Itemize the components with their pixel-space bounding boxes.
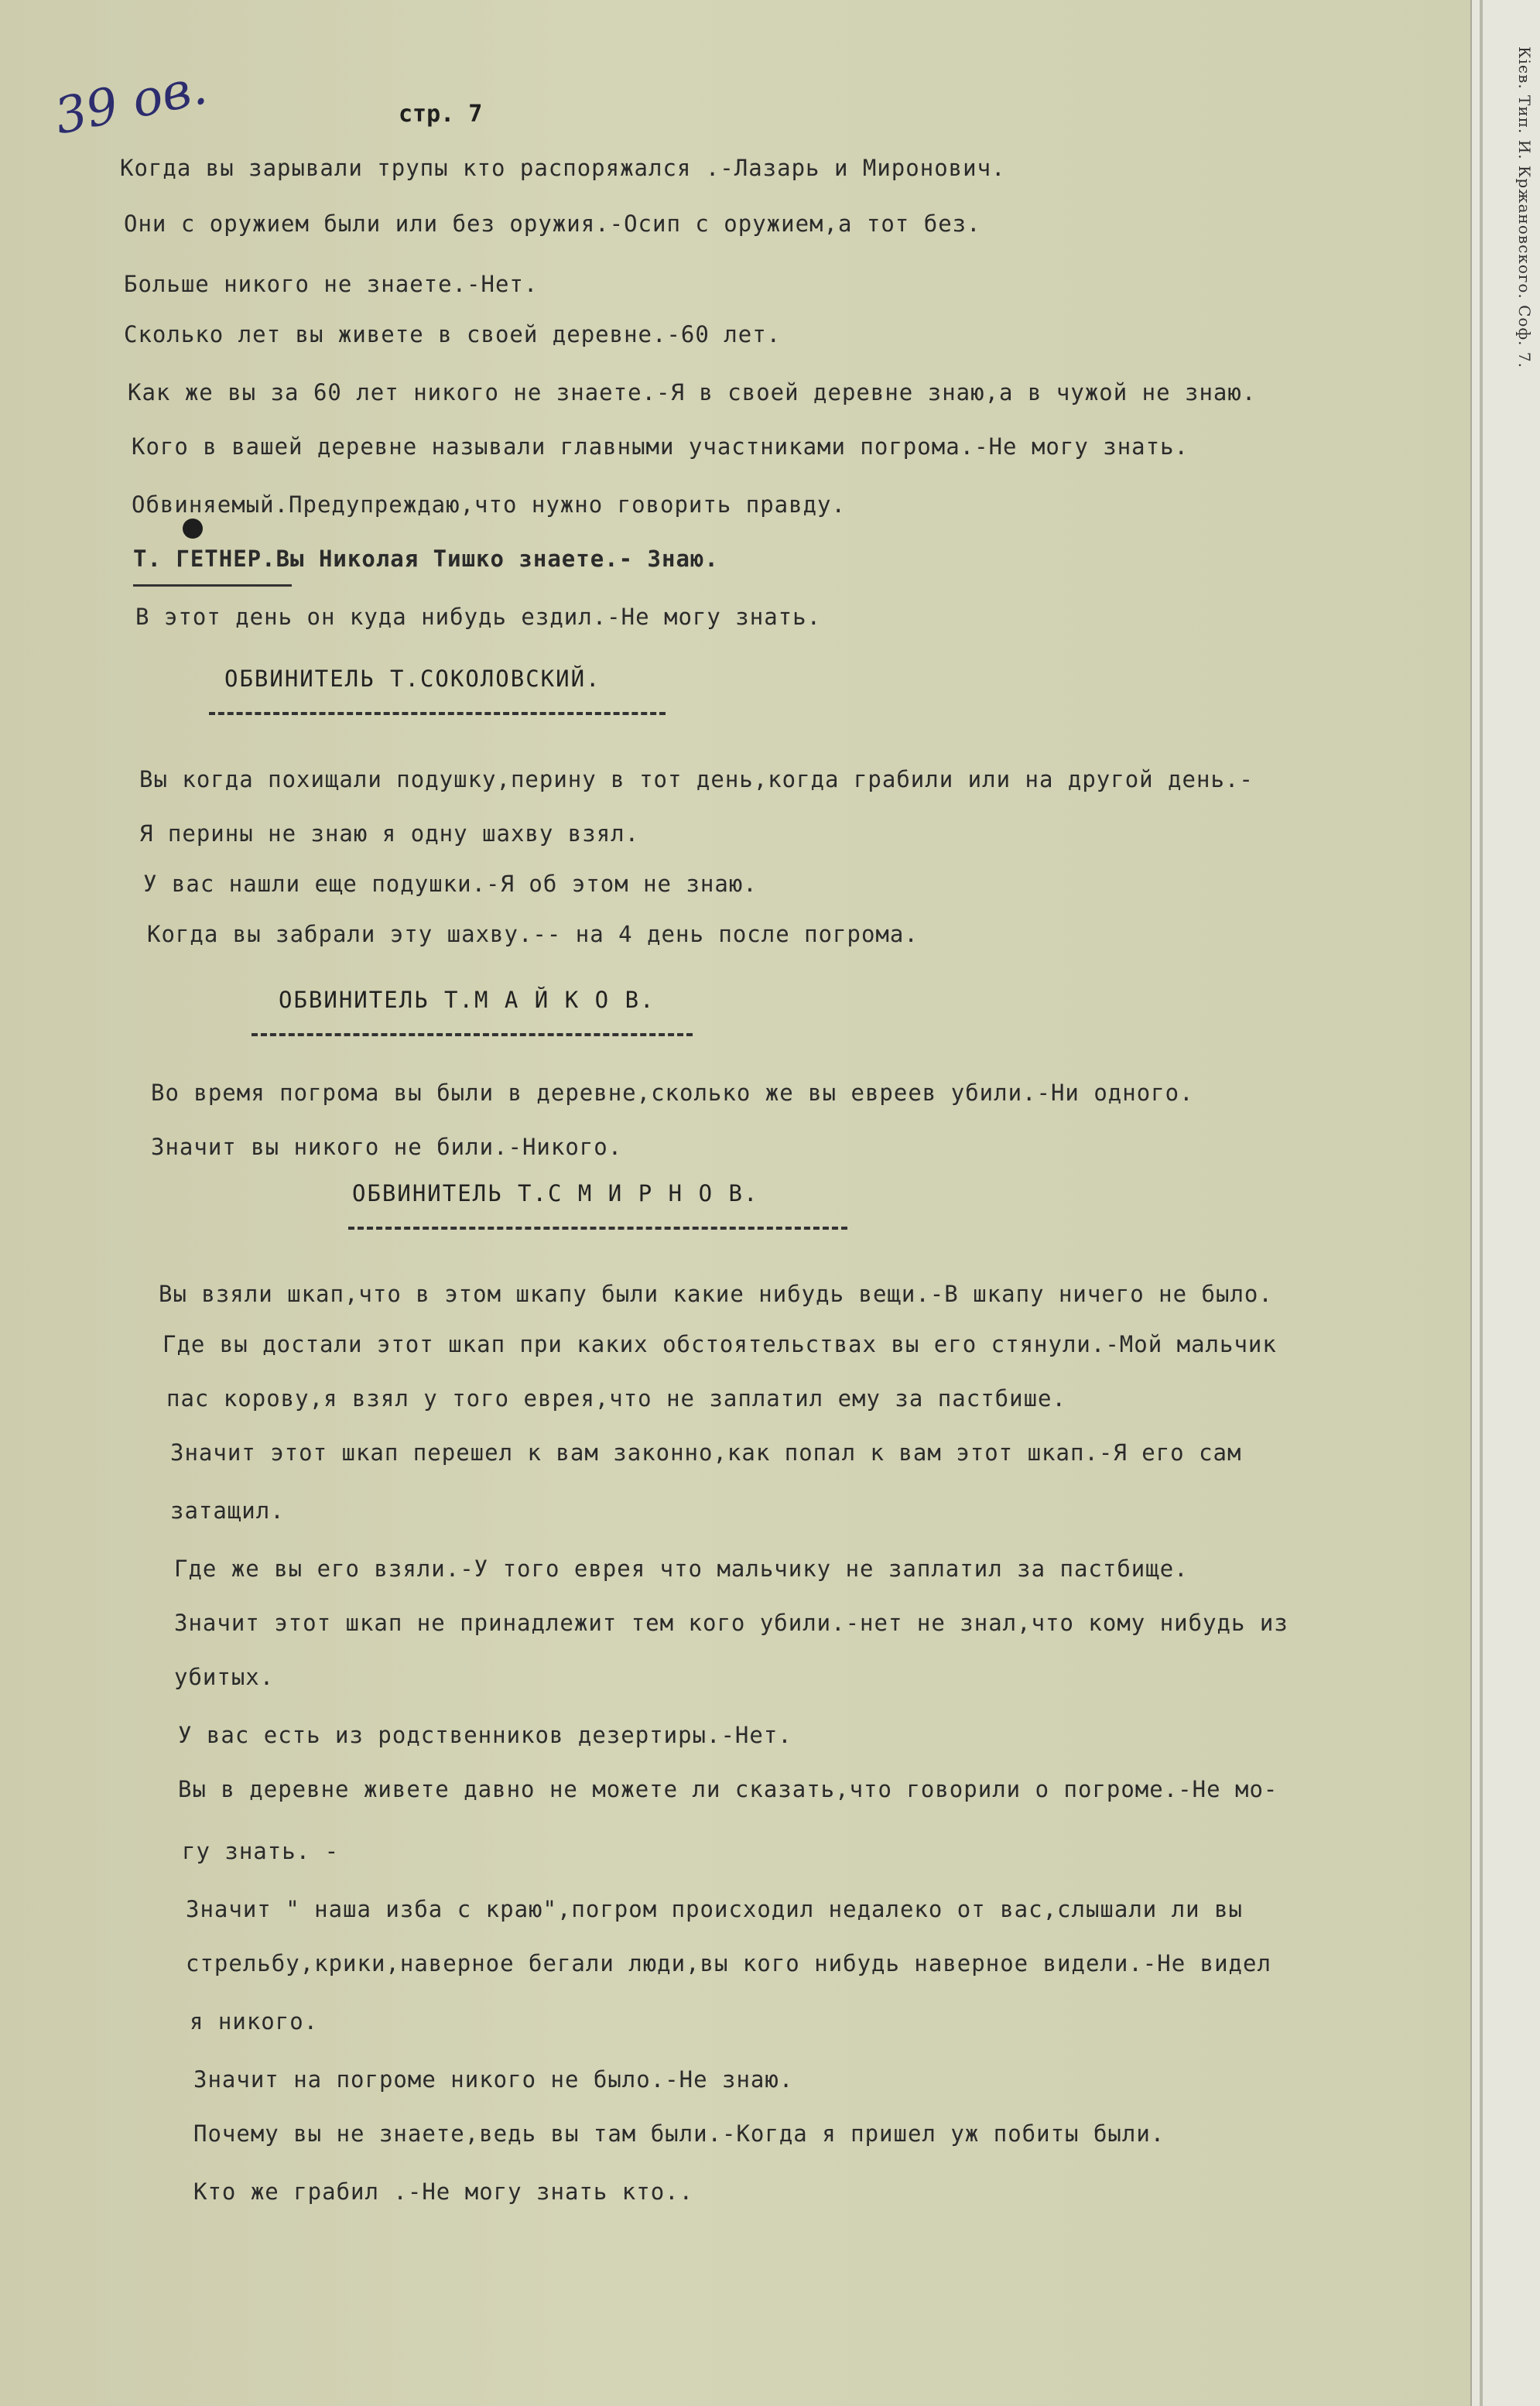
text-line: Вы когда похищали подушку,перину в тот день,когда грабили или на другой день.- [139, 766, 1254, 792]
text-line: Вы в деревне живете давно не можете ли сказать,что говорили о погроме.-Не мо- [178, 1776, 1278, 1802]
text-line: Значит на погроме никого не было.-Не знаю. [193, 2066, 794, 2093]
text-line: Где же вы его взяли.-У того еврея что мальчику не заплатил за пастбище. [174, 1556, 1189, 1582]
text-line: У вас есть из родственников дезертиры.-Нет. [178, 1722, 792, 1748]
text-line: пас корову,я взял у того еврея,что не заплатил ему за пастбише. [166, 1385, 1066, 1412]
binding-edge [1480, 0, 1483, 2406]
heading-dashes [209, 712, 666, 715]
text-line: Кто же грабил .-Не могу знать кто.. [193, 2178, 694, 2205]
page-label: стр. 7 [399, 101, 483, 128]
text-line: В этот день он куда нибудь ездил.-Не могу знать. [135, 604, 822, 630]
text-line: Вы взяли шкап,что в этом шкапу были какие нибудь вещи.-В шкапу ничего не было. [159, 1281, 1273, 1307]
text-line: убитых. [174, 1664, 275, 1690]
text-line: Почему вы не знаете,ведь вы там были.-Когда я пришел уж побиты были. [193, 2120, 1165, 2147]
text-line: Т. ГЕТНЕР.Вы Николая Тишко знаете.- Знаю. [133, 546, 719, 572]
section-heading: ОБВИНИТЕЛЬ Т.С М И Р Н О В. [352, 1180, 759, 1206]
text-line: Как же вы за 60 лет никого не знаете.-Я в своей деревне знаю,а в чужой не знаю. [128, 379, 1257, 406]
section-heading: ОБВИНИТЕЛЬ Т.М А Й К О В. [279, 987, 655, 1013]
text-line: Я перины не знаю я одну шахву взял. [139, 820, 640, 847]
text-line: Значит вы никого не били.-Никого. [151, 1134, 623, 1160]
ink-blot [183, 519, 203, 539]
text-line: Во время погрома вы были в деревне,сколько же вы евреев убили.-Ни одного. [151, 1080, 1194, 1106]
text-line: Больше никого не знаете.-Нет. [124, 271, 539, 297]
text-line: гу знать. - [182, 1838, 340, 1864]
text-line: Значит этот шкап перешел к вам законно,как попал к вам этот шкап.-Я его сам [170, 1439, 1242, 1466]
text-line: Они с оружием были или без оружия.-Осип с оружием,а тот без. [124, 210, 981, 237]
handwritten-folio-number: 39 ов. [50, 58, 212, 146]
printer-imprint: Кієв. Тип. И. Кржановского. Соф. 7. [1515, 46, 1534, 368]
text-line: У вас нашли еще подушки.-Я об этом не знаю. [143, 871, 758, 897]
text-line: стрельбу,крики,наверное бегали люди,вы кого нибудь наверное видели.-Не видел [186, 1950, 1271, 1976]
text-line: Сколько лет вы живете в своей деревне.-60 лет. [124, 321, 782, 347]
text-line: я никого. [190, 2008, 319, 2035]
heading-dashes [252, 1033, 693, 1036]
text-line: Значит " наша изба с краю",погром происходил недалеко от вас,слышали ли вы [186, 1896, 1244, 1922]
heading-dashes [348, 1227, 847, 1230]
underline [133, 584, 292, 587]
text-line: Когда вы зарывали трупы кто распоряжался .-Лазарь и Миронович. [120, 155, 1006, 181]
text-line: Когда вы забрали эту шахву.-- на 4 день после погрома. [147, 921, 919, 947]
text-line: Обвиняемый.Предупреждаю,что нужно говорить правду. [132, 491, 846, 518]
text-line: затащил. [170, 1497, 285, 1524]
text-line: Кого в вашей деревне называли главными участниками погрома.-Не могу знать. [132, 433, 1189, 460]
section-heading: ОБВИНИТЕЛЬ Т.СОКОЛОВСКИЙ. [224, 666, 601, 692]
text-line: Где вы достали этот шкап при каких обстоятельствах вы его стянули.-Мой мальчик [163, 1331, 1277, 1357]
text-line: Значит этот шкап не принадлежит тем кого убили.-нет не знал,что кому нибудь из [174, 1610, 1288, 1636]
